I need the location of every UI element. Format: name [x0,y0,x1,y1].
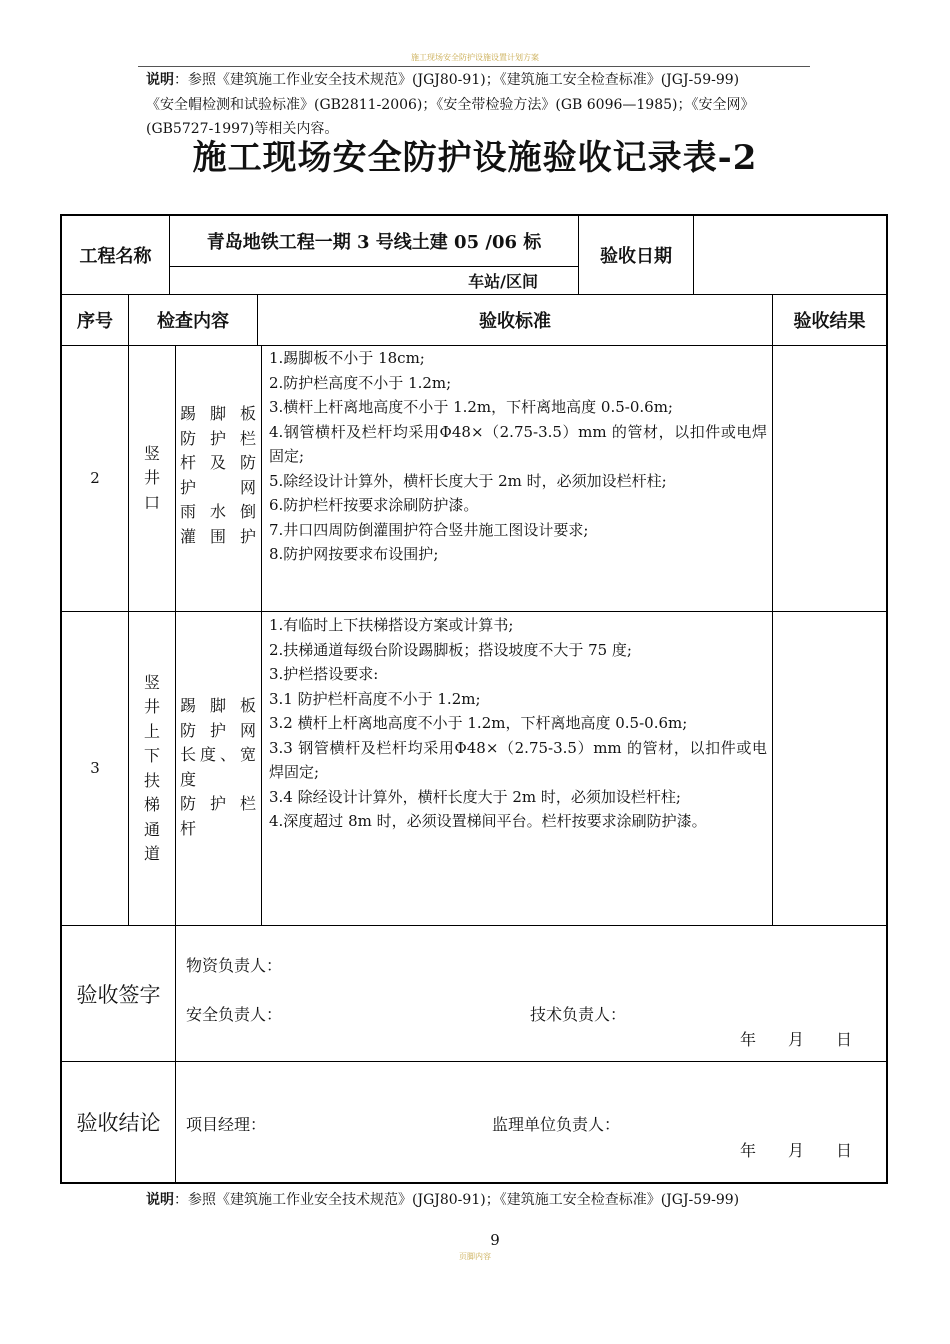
row-3-standards [269,613,767,834]
standard-item: 3.2 横杆上杆离地高度不小于 1.2m，下杆离地高度 0.5-0.6m; [269,714,688,732]
supervisor: 监理单位负责人： [492,1115,621,1134]
standard-item: 3.1 防护栏杆高度不小于 1.2m; [269,689,481,708]
row-2-items: 踢脚板 防护栏 杆及防 护网 雨水倒 灌围护 [180,404,256,546]
row-2-no: 2 [90,469,100,488]
rule-v-body-2 [175,345,176,925]
col-no: 序号 [77,311,113,332]
row-3-no: 3 [90,759,100,778]
safety-manager: 安全负责人： [186,1005,283,1024]
row-2-standards [269,346,767,567]
sign-date: 年 月 日 [740,1030,853,1049]
note-bottom-label: 说明 [146,1192,174,1208]
project-name: 青岛地铁工程一期 3 号线土建 05 /06 标 [206,232,542,253]
rule-h-row2 [62,611,886,612]
standard-item: 5.除经设计计算外，横杆长度大于 2m 时，必须加设栏杆柱; [269,471,667,490]
standard-item: 2.扶梯通道每级台阶设踢脚板；搭设坡度不大于 75 度; [269,640,632,659]
row-3-location: 竖 井 上 下 扶 梯 通 道 [143,672,160,863]
col-result: 验收结果 [793,311,866,332]
standard-item: 7.井口四周防倒灌围护符合竖井施工图设计要求; [269,520,589,539]
standard-item: 3.横杆上杆离地高度不小于 1.2m，下杆离地高度 0.5-0.6m; [269,398,673,416]
acceptance-table [60,214,888,1184]
sign-label: 验收签字 [76,982,161,1007]
standard-item: 8.防护网按要求布设围护; [269,545,439,563]
note-label: 说明 [146,72,174,88]
row-3-items: 踢脚板 防护网 长度、宽 度 防护栏 杆 [180,696,256,838]
row-2-result [773,346,886,611]
project-label: 工程名称 [79,246,152,267]
note-line-3: (GB5727-1997)等相关内容。 [146,121,339,137]
standard-item: 1.踢脚板不小于 18cm; [269,349,425,367]
standard-item: 3.4 除经设计计算外，横杆长度大于 2m 时，必须加设栏杆柱; [269,787,681,806]
note-text-1: ：参照《建筑施工作业安全技术规范》(JGJ80-91)；《建筑施工安全检查标准》(JGJ-59-99) [174,72,740,88]
note-line-2: 《安全帽检测和试验标准》(GB2811-2006)；《安全带检验方法》(GB 6096—1985)；《安全网》 [146,97,755,113]
standard-item: 3.3 钢管横杆及栏杆均采用Φ48×（2.75-3.5）mm 的管材，以扣件或电焊固定; [269,738,767,781]
col-standard: 验收标准 [479,311,551,332]
tech-manager: 技术负责人： [530,1005,627,1024]
standard-item: 4.深度超过 8m 时，必须设置梯间平台。栏杆按要求涂刷防护漆。 [269,812,707,830]
page-number: 9 [490,1231,500,1249]
row-2-location: 竖 井 口 [143,443,160,512]
rule-h-row3 [62,925,886,926]
rule-h-sign [62,1061,886,1062]
footer-text: 页脚内容 [459,1252,491,1261]
header-rule [138,66,810,67]
rule-v-sign [175,925,176,1182]
standard-item: 3.护栏搭设要求: [269,665,379,683]
date-value [694,216,886,294]
station-label: 车站/区间 [468,272,538,291]
note-bottom [146,1188,739,1212]
row-3-result [773,612,886,925]
conclusion-date: 年 月 日 [740,1141,853,1160]
running-header: 施工现场安全防护设施设置计划方案 [411,53,539,62]
standard-item: 2.防护栏高度不小于 1.2m; [269,373,452,392]
page-title: 施工现场安全防护设施验收记录表-2 [192,138,758,178]
material-manager: 物资负责人： [186,956,283,975]
conclusion-label: 验收结论 [76,1111,161,1135]
note-line-1 [146,68,739,92]
standard-item: 6.防护栏杆按要求涂刷防护漆。 [269,496,479,514]
note-bottom-text: ：参照《建筑施工作业安全技术规范》(JGJ80-91)；《建筑施工安全检查标准》(JGJ-59-99) [174,1192,740,1208]
col-content: 检查内容 [157,311,229,332]
standard-item: 1.有临时上下扶梯搭设方案或计算书; [269,616,514,634]
project-manager: 项目经理： [186,1115,267,1134]
rule-v-body-3 [261,345,262,925]
date-label: 验收日期 [600,246,672,267]
standard-item: 4.钢管横杆及栏杆均采用Φ48×（2.75-3.5）mm 的管材，以扣件或电焊固定; [269,422,767,465]
